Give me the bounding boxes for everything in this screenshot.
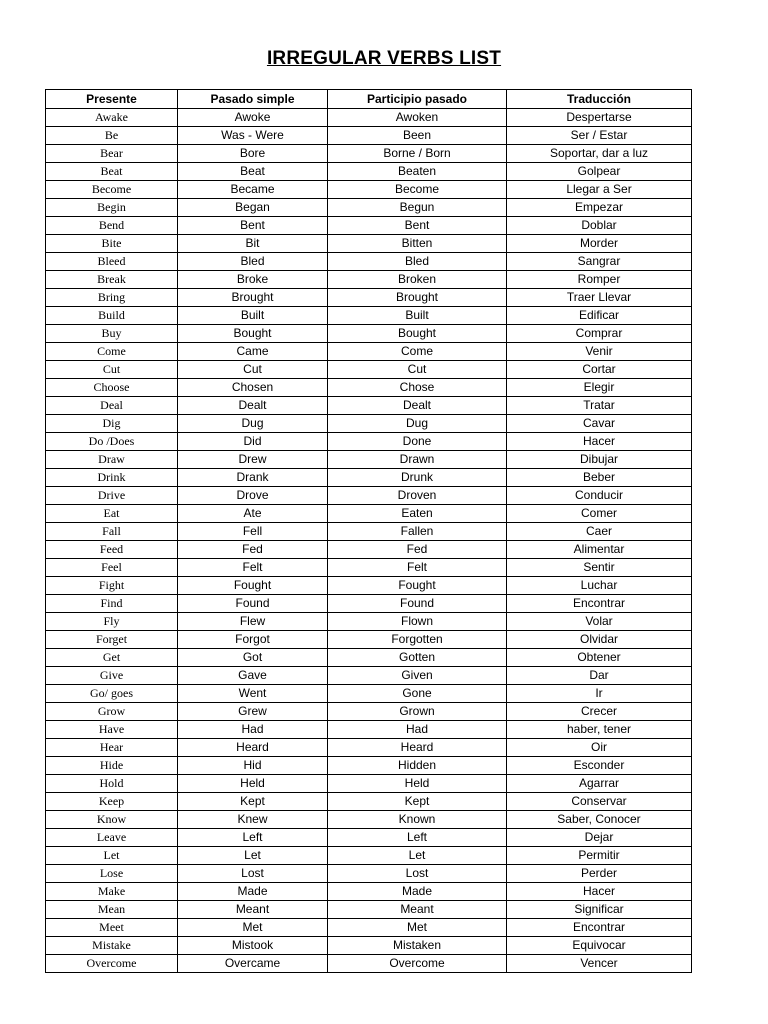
irregular-verbs-table [45, 89, 692, 973]
participio-pasado-cell: Beaten [328, 163, 507, 181]
traduccion-cell: Cavar [507, 415, 692, 433]
table-row [46, 433, 692, 451]
participio-pasado-cell: Been [328, 127, 507, 145]
presente-cell: Break [46, 271, 178, 289]
pasado-simple-cell: Lost [178, 865, 328, 883]
presente-cell: Do /Does [46, 433, 178, 451]
traduccion-cell: Ir [507, 685, 692, 703]
traduccion-cell: Edificar [507, 307, 692, 325]
participio-pasado-cell: Dug [328, 415, 507, 433]
column-header-pasado-simple: Pasado simple [178, 90, 328, 109]
presente-cell: Begin [46, 199, 178, 217]
participio-pasado-cell: Overcome [328, 955, 507, 973]
participio-pasado-cell: Brought [328, 289, 507, 307]
traduccion-cell: Venir [507, 343, 692, 361]
table-row [46, 901, 692, 919]
presente-cell: Buy [46, 325, 178, 343]
traduccion-cell: Elegir [507, 379, 692, 397]
participio-pasado-cell: Made [328, 883, 507, 901]
participio-pasado-cell: Broken [328, 271, 507, 289]
participio-pasado-cell: Lost [328, 865, 507, 883]
pasado-simple-cell: Bled [178, 253, 328, 271]
pasado-simple-cell: Did [178, 433, 328, 451]
presente-cell: Keep [46, 793, 178, 811]
pasado-simple-cell: Bent [178, 217, 328, 235]
traduccion-cell: Comprar [507, 325, 692, 343]
pasado-simple-cell: Hid [178, 757, 328, 775]
table-row [46, 217, 692, 235]
table-row [46, 307, 692, 325]
pasado-simple-cell: Drank [178, 469, 328, 487]
participio-pasado-cell: Left [328, 829, 507, 847]
participio-pasado-cell: Chose [328, 379, 507, 397]
pasado-simple-cell: Fell [178, 523, 328, 541]
table-row [46, 811, 692, 829]
pasado-simple-cell: Fed [178, 541, 328, 559]
presente-cell: Come [46, 343, 178, 361]
participio-pasado-cell: Bought [328, 325, 507, 343]
presente-cell: Fly [46, 613, 178, 631]
pasado-simple-cell: Came [178, 343, 328, 361]
pasado-simple-cell: Built [178, 307, 328, 325]
presente-cell: Bleed [46, 253, 178, 271]
table-row [46, 793, 692, 811]
table-row [46, 469, 692, 487]
traduccion-cell: Volar [507, 613, 692, 631]
traduccion-cell: Sentir [507, 559, 692, 577]
traduccion-cell: Alimentar [507, 541, 692, 559]
traduccion-cell: Perder [507, 865, 692, 883]
page-title: IRREGULAR VERBS LIST [266, 48, 502, 69]
table-row [46, 559, 692, 577]
pasado-simple-cell: Had [178, 721, 328, 739]
participio-pasado-cell: Done [328, 433, 507, 451]
participio-pasado-cell: Drawn [328, 451, 507, 469]
traduccion-cell: Esconder [507, 757, 692, 775]
traduccion-cell: Obtener [507, 649, 692, 667]
table-row [46, 271, 692, 289]
presente-cell: Meet [46, 919, 178, 937]
pasado-simple-cell: Ate [178, 505, 328, 523]
table-row [46, 253, 692, 271]
participio-pasado-cell: Grown [328, 703, 507, 721]
presente-cell: Awake [46, 109, 178, 127]
traduccion-cell: Equivocar [507, 937, 692, 955]
table-row [46, 631, 692, 649]
presente-cell: Choose [46, 379, 178, 397]
table-row [46, 145, 692, 163]
table-row [46, 757, 692, 775]
pasado-simple-cell: Dealt [178, 397, 328, 415]
traduccion-cell: Conducir [507, 487, 692, 505]
table-row [46, 181, 692, 199]
traduccion-cell: Romper [507, 271, 692, 289]
presente-cell: Hold [46, 775, 178, 793]
presente-cell: Bear [46, 145, 178, 163]
pasado-simple-cell: Drew [178, 451, 328, 469]
table-row [46, 127, 692, 145]
pasado-simple-cell: Kept [178, 793, 328, 811]
table-row [46, 721, 692, 739]
pasado-simple-cell: Overcame [178, 955, 328, 973]
table-row [46, 955, 692, 973]
presente-cell: Feed [46, 541, 178, 559]
traduccion-cell: Oir [507, 739, 692, 757]
table-row [46, 361, 692, 379]
presente-cell: Let [46, 847, 178, 865]
pasado-simple-cell: Began [178, 199, 328, 217]
pasado-simple-cell: Felt [178, 559, 328, 577]
traduccion-cell: Caer [507, 523, 692, 541]
presente-cell: Grow [46, 703, 178, 721]
presente-cell: Bite [46, 235, 178, 253]
participio-pasado-cell: Found [328, 595, 507, 613]
table-row [46, 883, 692, 901]
presente-cell: Fall [46, 523, 178, 541]
participio-pasado-cell: Bitten [328, 235, 507, 253]
participio-pasado-cell: Let [328, 847, 507, 865]
participio-pasado-cell: Kept [328, 793, 507, 811]
table-row [46, 919, 692, 937]
table-row [46, 379, 692, 397]
presente-cell: Become [46, 181, 178, 199]
pasado-simple-cell: Brought [178, 289, 328, 307]
table-row [46, 703, 692, 721]
traduccion-cell: Sangrar [507, 253, 692, 271]
pasado-simple-cell: Left [178, 829, 328, 847]
table-row [46, 865, 692, 883]
table-row [46, 451, 692, 469]
traduccion-cell: Encontrar [507, 919, 692, 937]
table-row [46, 937, 692, 955]
participio-pasado-cell: Dealt [328, 397, 507, 415]
traduccion-cell: Doblar [507, 217, 692, 235]
table-row [46, 685, 692, 703]
traduccion-cell: Agarrar [507, 775, 692, 793]
traduccion-cell: Hacer [507, 433, 692, 451]
participio-pasado-cell: Droven [328, 487, 507, 505]
traduccion-cell: Comer [507, 505, 692, 523]
traduccion-cell: Despertarse [507, 109, 692, 127]
presente-cell: Go/ goes [46, 685, 178, 703]
pasado-simple-cell: Meant [178, 901, 328, 919]
traduccion-cell: Luchar [507, 577, 692, 595]
participio-pasado-cell: Fought [328, 577, 507, 595]
table-row [46, 397, 692, 415]
pasado-simple-cell: Beat [178, 163, 328, 181]
traduccion-cell: Dar [507, 667, 692, 685]
table-row [46, 649, 692, 667]
presente-cell: Drive [46, 487, 178, 505]
presente-cell: Feel [46, 559, 178, 577]
column-header-participio-pasado: Participio pasado [328, 90, 507, 109]
table-row [46, 541, 692, 559]
pasado-simple-cell: Knew [178, 811, 328, 829]
column-header-presente: Presente [46, 90, 178, 109]
pasado-simple-cell: Cut [178, 361, 328, 379]
pasado-simple-cell: Dug [178, 415, 328, 433]
traduccion-cell: Vencer [507, 955, 692, 973]
participio-pasado-cell: Heard [328, 739, 507, 757]
participio-pasado-cell: Become [328, 181, 507, 199]
participio-pasado-cell: Fallen [328, 523, 507, 541]
table-row [46, 109, 692, 127]
table-row [46, 235, 692, 253]
table-body [46, 109, 692, 973]
participio-pasado-cell: Borne / Born [328, 145, 507, 163]
pasado-simple-cell: Awoke [178, 109, 328, 127]
table-row [46, 505, 692, 523]
participio-pasado-cell: Met [328, 919, 507, 937]
pasado-simple-cell: Grew [178, 703, 328, 721]
pasado-simple-cell: Was - Were [178, 127, 328, 145]
participio-pasado-cell: Built [328, 307, 507, 325]
traduccion-cell: Beber [507, 469, 692, 487]
participio-pasado-cell: Hidden [328, 757, 507, 775]
table-row [46, 577, 692, 595]
presente-cell: Leave [46, 829, 178, 847]
pasado-simple-cell: Heard [178, 739, 328, 757]
table-header-row [46, 90, 692, 109]
presente-cell: Bend [46, 217, 178, 235]
traduccion-cell: Conservar [507, 793, 692, 811]
presente-cell: Eat [46, 505, 178, 523]
presente-cell: Draw [46, 451, 178, 469]
participio-pasado-cell: Cut [328, 361, 507, 379]
traduccion-cell: Dibujar [507, 451, 692, 469]
traduccion-cell: Tratar [507, 397, 692, 415]
traduccion-cell: Permitir [507, 847, 692, 865]
presente-cell: Be [46, 127, 178, 145]
table-row [46, 487, 692, 505]
table-row [46, 847, 692, 865]
participio-pasado-cell: Given [328, 667, 507, 685]
presente-cell: Lose [46, 865, 178, 883]
table-row [46, 289, 692, 307]
presente-cell: Hide [46, 757, 178, 775]
pasado-simple-cell: Made [178, 883, 328, 901]
pasado-simple-cell: Bought [178, 325, 328, 343]
traduccion-cell: Hacer [507, 883, 692, 901]
table-row [46, 775, 692, 793]
participio-pasado-cell: Mistaken [328, 937, 507, 955]
pasado-simple-cell: Held [178, 775, 328, 793]
pasado-simple-cell: Forgot [178, 631, 328, 649]
presente-cell: Beat [46, 163, 178, 181]
participio-pasado-cell: Flown [328, 613, 507, 631]
presente-cell: Hear [46, 739, 178, 757]
presente-cell: Make [46, 883, 178, 901]
presente-cell: Mean [46, 901, 178, 919]
participio-pasado-cell: Begun [328, 199, 507, 217]
traduccion-cell: Ser / Estar [507, 127, 692, 145]
pasado-simple-cell: Chosen [178, 379, 328, 397]
table-row [46, 523, 692, 541]
traduccion-cell: Significar [507, 901, 692, 919]
participio-pasado-cell: Awoken [328, 109, 507, 127]
participio-pasado-cell: Had [328, 721, 507, 739]
traduccion-cell: Crecer [507, 703, 692, 721]
table-row [46, 613, 692, 631]
table-row [46, 325, 692, 343]
pasado-simple-cell: Broke [178, 271, 328, 289]
presente-cell: Find [46, 595, 178, 613]
table-row [46, 667, 692, 685]
table-row [46, 595, 692, 613]
traduccion-cell: Traer Llevar [507, 289, 692, 307]
presente-cell: Deal [46, 397, 178, 415]
presente-cell: Dig [46, 415, 178, 433]
participio-pasado-cell: Eaten [328, 505, 507, 523]
pasado-simple-cell: Got [178, 649, 328, 667]
column-header-traduccion: Traducción [507, 90, 692, 109]
participio-pasado-cell: Held [328, 775, 507, 793]
traduccion-cell: Dejar [507, 829, 692, 847]
participio-pasado-cell: Felt [328, 559, 507, 577]
table-row [46, 739, 692, 757]
pasado-simple-cell: Went [178, 685, 328, 703]
traduccion-cell: Encontrar [507, 595, 692, 613]
participio-pasado-cell: Forgotten [328, 631, 507, 649]
table-row [46, 343, 692, 361]
participio-pasado-cell: Meant [328, 901, 507, 919]
presente-cell: Forget [46, 631, 178, 649]
presente-cell: Build [46, 307, 178, 325]
traduccion-cell: haber, tener [507, 721, 692, 739]
participio-pasado-cell: Gone [328, 685, 507, 703]
traduccion-cell: Olvidar [507, 631, 692, 649]
presente-cell: Overcome [46, 955, 178, 973]
presente-cell: Have [46, 721, 178, 739]
participio-pasado-cell: Known [328, 811, 507, 829]
traduccion-cell: Soportar, dar a luz [507, 145, 692, 163]
traduccion-cell: Llegar a Ser [507, 181, 692, 199]
presente-cell: Fight [46, 577, 178, 595]
table-row [46, 415, 692, 433]
presente-cell: Know [46, 811, 178, 829]
pasado-simple-cell: Fought [178, 577, 328, 595]
pasado-simple-cell: Let [178, 847, 328, 865]
participio-pasado-cell: Come [328, 343, 507, 361]
presente-cell: Cut [46, 361, 178, 379]
pasado-simple-cell: Bit [178, 235, 328, 253]
presente-cell: Get [46, 649, 178, 667]
pasado-simple-cell: Gave [178, 667, 328, 685]
traduccion-cell: Golpear [507, 163, 692, 181]
table-row [46, 163, 692, 181]
pasado-simple-cell: Found [178, 595, 328, 613]
pasado-simple-cell: Mistook [178, 937, 328, 955]
participio-pasado-cell: Fed [328, 541, 507, 559]
table-row [46, 829, 692, 847]
pasado-simple-cell: Became [178, 181, 328, 199]
presente-cell: Bring [46, 289, 178, 307]
presente-cell: Drink [46, 469, 178, 487]
pasado-simple-cell: Drove [178, 487, 328, 505]
pasado-simple-cell: Met [178, 919, 328, 937]
traduccion-cell: Morder [507, 235, 692, 253]
presente-cell: Give [46, 667, 178, 685]
participio-pasado-cell: Gotten [328, 649, 507, 667]
pasado-simple-cell: Flew [178, 613, 328, 631]
participio-pasado-cell: Drunk [328, 469, 507, 487]
traduccion-cell: Cortar [507, 361, 692, 379]
traduccion-cell: Empezar [507, 199, 692, 217]
participio-pasado-cell: Bled [328, 253, 507, 271]
presente-cell: Mistake [46, 937, 178, 955]
pasado-simple-cell: Bore [178, 145, 328, 163]
participio-pasado-cell: Bent [328, 217, 507, 235]
traduccion-cell: Saber, Conocer [507, 811, 692, 829]
table-row [46, 199, 692, 217]
